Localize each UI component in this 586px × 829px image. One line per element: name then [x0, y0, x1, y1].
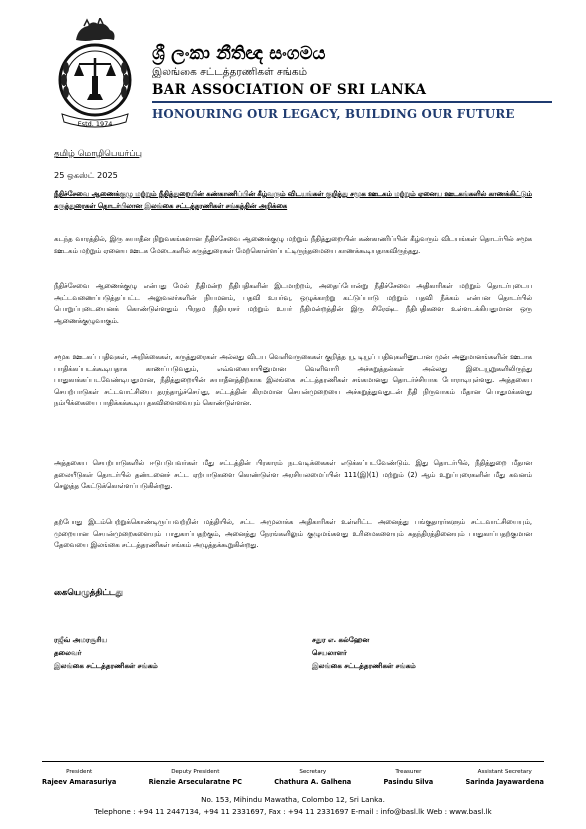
- officer-secretary: [274, 768, 351, 787]
- officer-role: Assistant Secretary: [477, 769, 532, 775]
- officer-assistant-secretary: [466, 768, 544, 787]
- org-name-english: BAR ASSOCIATION OF SRI LANKA: [152, 82, 427, 98]
- signatory-president: [54, 634, 244, 673]
- logo-established-text: Estd. 1974: [77, 120, 113, 128]
- footer-officers: [42, 768, 544, 787]
- signatory-secretary: [312, 634, 502, 673]
- signatory-name: ரஜீவ் அமரசூரிய: [54, 636, 108, 644]
- officer-role: Treasurer: [395, 769, 422, 775]
- letter-subject: நீதிச்சேவை ஆணைக்குழு மற்றும் நீதித்துறையின் கண்காணிப்பின் கீழ்வரும் விடயங்கள் குறித்து சமூக ஊடகம் மற்றும் ஏனைய ஊடகங்களில் காணக்கிட்டும் கருத்துரைகள் தொடர்பிலான இலங்கை சட்டத்தரணிகள் சங்கத்தின் அறிக்கை: [54, 190, 532, 210]
- footer-address: No. 153, Mihindu Mawatha, Colombo 12, Sri Lanka.: [201, 795, 385, 804]
- letterhead-tagline: HONOURING OUR LEGACY, BUILDING OUR FUTURE: [152, 107, 515, 121]
- officer-role: Deputy President: [171, 769, 220, 775]
- signatory-org: இலங்கை சட்டத்தரணிகள் சங்கம்: [312, 662, 416, 670]
- officer-name: Chathura A. Galhena: [274, 778, 352, 786]
- signoff-label: கையெழுத்திட்டது: [54, 587, 123, 597]
- body-paragraph-1: கடந்த வாரத்தில், இரு சுயாதீன நிறுவகங்களான நீதிச்சேவை ஆணைக்குழு மற்றும் நீதித்துறையின் கண்காணிப்பின் கீழ்வரும் விடயங்கள் தொடர்பில் சமூக ஊடகம் மற்றும் ஏனைய ஊடக மேடைகளில் கருத்துரைகள் மேற்கொள்ளப்பட்டிருந்தமையை காணக்கூடியதாகவிருந்தது.: [54, 235, 532, 255]
- translation-label: தமிழ் மொழிபெயர்ப்பு: [54, 149, 142, 159]
- signatory-name: சதுர எ. கல்ஹேன: [312, 636, 370, 644]
- signatory-role: தலைவர்: [54, 649, 82, 657]
- body-paragraph-3: சமூக ஊடகப் பதிவுகள், அறிக்கைகள், கருத்துரைகள் அல்லது விடய வெளிவருகைகள் குறித்த யூ டியூப் பதிவுகளினூடான முன் அனுமானங்களின் ஊடாக பாதிக்கப்படக்கூடியதாக காணப்படுவதும், எவ்வகையாயினுமான வெளிவாரி அச்சுறுத்தல்கள் அல்லது இடையூறுகளிலிருந்து பாதுகாக்கப்படவேண்டியதுமான, நீதித்துறையின் சுயாதீனத்திற்காக இலங்கை சட்டத்தரணிகள் சங்கமானது தொடர்ச்சியாக போராடியுள்ளது. அத்தகைய செயற்பாடுகள் சட்டவாட்சியை தரந்தாழ்ச்செய்து, சட்டத்தின் கிரமமான செயன்முறையை அச்சுறுத்துவதுடன் நீதி நிருவாகம் மீதான பொதுமக்களது நம்பிக்கையை பாதிக்கக்கூடிய தகவிளைவையும் கொண்டுள்ளன.: [54, 353, 532, 408]
- letterhead-divider: [152, 101, 552, 103]
- body-paragraph-5: தற்போது இடம்பெற்றுக்கொண்டிருப்பவற்றின் மத்தியில், சட்ட அமுலாக்க அதிகாரிகள் உள்ளிட்ட அனைத்து பங்குதாரர்களும் சட்டவாட்சியையும், முறையான செயன்முறைகளையும் பாதுகாப்பதற்கும், அனைத்து நேரங்களிலும் குழுமங்களது உரிமைகளையும் சுதந்திரத்தினையும் பாதுகாப்பதற்குமான தேவையை இலங்கை சட்டத்தரணிகள் சங்கம் அழுத்தக்கூறுகின்றது.: [54, 518, 532, 550]
- officer-name: Pasindu Silva: [383, 778, 434, 786]
- officer-name: Rienzie Arsecularatne PC: [148, 778, 243, 786]
- letterhead-title: [152, 44, 552, 98]
- signatory-org: இலங்கை சட்டத்தரணிகள் சங்கம்: [54, 662, 158, 670]
- signatory-role: செயலாளர்: [312, 649, 347, 657]
- org-name-tamil: இலங்கை சட்டத்தரணிகள் சங்கம்: [152, 66, 308, 78]
- org-name-sinhala: ශ්‍රී ලංකා නීතිඥ සංගමය: [152, 43, 326, 64]
- letter-date: 25 ஒகஸ்ட் 2025: [54, 170, 118, 180]
- officer-name: Sarinda Jayawardena: [465, 778, 544, 786]
- body-paragraph-4: அத்தகைய செயற்பாடுகளில் ஈடுபடுபவர்கள் மீது சட்டத்தின் பிரகாரம் நடவடிக்கைகள் எடுக்கப்படவேண்டும். இது தொடர்பில், நீதித்துறை மீதான தலையீடுகள் தொடர்பில் தண்டனைச் சட்ட ஏற்பாடுகளை கொண்டுள்ள அரசியலமைப்பின் 111(இ)(1) மற்றும் (2) ஆம் உறுப்புரைகளின் மீது கவனம் செலுத்த கேட்டுக்கொள்ளப்படுகின்றது.: [54, 459, 532, 491]
- officer-role: Secretary: [299, 769, 327, 775]
- officer-name: Rajeev Amarasuriya: [42, 778, 117, 786]
- officer-role: President: [66, 769, 93, 775]
- officer-treasurer: [384, 768, 434, 787]
- officer-deputy-president: [149, 768, 242, 787]
- footer-divider: [42, 761, 544, 762]
- footer-contact: Telephone : +94 11 2447134, +94 11 2331697, Fax : +94 11 2331697 E-mail : info@basl.lk Web : www.basl.lk: [94, 807, 492, 816]
- bar-association-crest-logo: [54, 18, 136, 136]
- officer-president: [42, 768, 116, 787]
- body-paragraph-2: நீதிச்சேவை ஆணைக்குழு என்பது மேல் நீதிமன்ற நீதிபதிகளின் இடமாற்றம், அதைப்போன்று நீதிச்சேவை அதிகாரிகள் மற்றும் தொடர்புடைய அட்டவணைப்படுத்தப்பட்ட அலுவலர்களின் நியமனம், பதவி உயர்வு, ஒழுக்காற்று கட்டுப்பாடு மற்றும் பதவி நீக்கம் என்பன தொடர்பில் பொறுப்புடையைனக் கொண்டுள்ளதும் பிரதம நீதியரசர் மற்றும் உயர் நீதிமன்றத்தின் இரு சிரேஷ்ட நீதிபதிகளை உள்ளடக்கியதுமான ஒரு ஆணைக்குழுவாகும்.: [54, 282, 532, 325]
